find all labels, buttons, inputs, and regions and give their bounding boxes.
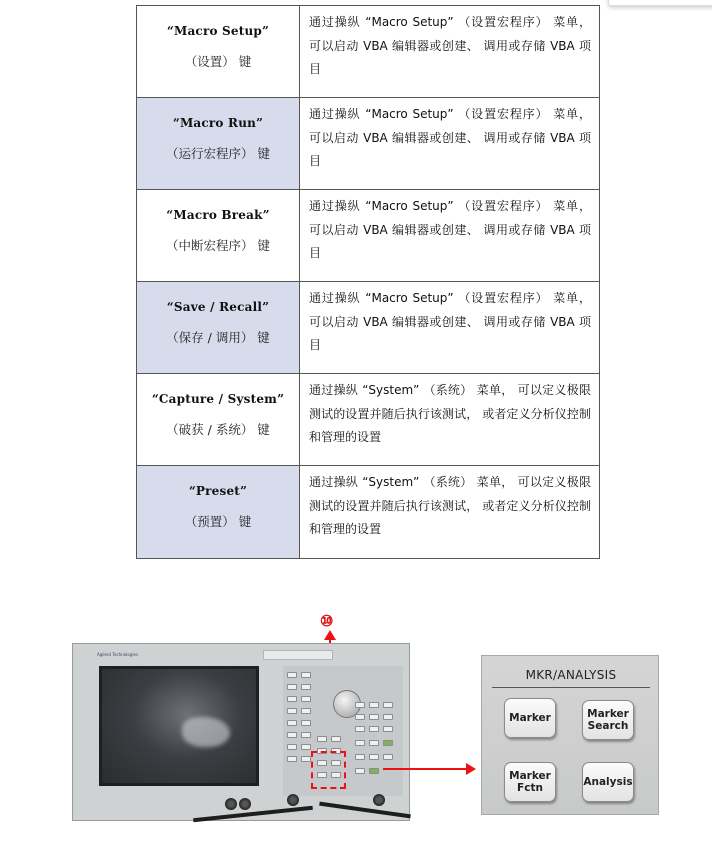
panel-key	[369, 726, 379, 732]
panel-key	[301, 756, 311, 762]
panel-key	[287, 696, 297, 702]
table-row	[137, 282, 600, 374]
key-cell	[137, 6, 300, 98]
panel-key	[287, 708, 297, 714]
panel-key	[369, 768, 379, 774]
panel-key	[355, 754, 365, 760]
table-row	[137, 466, 600, 559]
key-description: 通过操纵 “Macro Setup” （设置宏程序） 菜单， 可以启动 VBA 编辑器或创建、 调用或存储 VBA 项目	[309, 291, 591, 352]
key-name: “Macro Run”	[172, 116, 264, 130]
description-cell	[300, 98, 600, 190]
key-description: 通过操纵 “Macro Setup” （设置宏程序） 菜单， 可以启动 VBA 编辑器或创建、 调用或存储 VBA 项目	[309, 199, 591, 260]
panel-key	[287, 744, 297, 750]
description-cell	[300, 6, 600, 98]
description-cell	[300, 466, 600, 559]
panel-key	[369, 740, 379, 746]
panel-key	[383, 740, 393, 746]
key-cell	[137, 466, 300, 559]
popup-edge	[608, 0, 712, 6]
key-name: “Macro Break”	[166, 208, 270, 222]
table-row	[137, 374, 600, 466]
key-cell	[137, 282, 300, 374]
panel-key	[355, 726, 365, 732]
marker-key: Marker	[504, 698, 556, 738]
key-description: 通过操纵 “Macro Setup” （设置宏程序） 菜单， 可以启动 VBA 编辑器或创建、 调用或存储 VBA 项目	[309, 15, 591, 76]
connector-port-icon	[239, 798, 251, 810]
callout-number: ⑩	[320, 612, 334, 630]
screen-reflection	[182, 717, 230, 747]
panel-key	[331, 736, 341, 742]
panel-key	[287, 684, 297, 690]
key-description: 通过操纵 “Macro Setup” （设置宏程序） 菜单， 可以启动 VBA 编辑器或创建、 调用或存储 VBA 项目	[309, 107, 591, 168]
panel-key	[355, 714, 365, 720]
key-subtitle: （运行宏程序） 键	[166, 146, 270, 161]
panel-key	[301, 720, 311, 726]
panel-key	[369, 754, 379, 760]
key-cell	[137, 374, 300, 466]
analyzer-photo	[72, 643, 410, 821]
arrow-right-icon	[466, 763, 476, 775]
panel-title: MKR/ANALYSIS	[525, 668, 617, 682]
marker-search-key: Marker Search	[582, 700, 634, 740]
panel-key	[383, 702, 393, 708]
panel-key	[301, 732, 311, 738]
panel-key	[301, 684, 311, 690]
key-subtitle: （预置） 键	[184, 514, 252, 529]
table-row	[137, 98, 600, 190]
connector-port-icon	[373, 794, 385, 806]
panel-key	[355, 702, 365, 708]
panel-key	[383, 714, 393, 720]
panel-key	[317, 736, 327, 742]
key-function-table	[136, 5, 600, 559]
key-cell	[137, 190, 300, 282]
key-subtitle: （中断宏程序） 键	[166, 238, 270, 253]
test-cable	[193, 806, 313, 823]
mkr-analysis-panel-photo	[481, 655, 659, 815]
panel-divider	[492, 687, 650, 688]
panel-key	[369, 714, 379, 720]
analyzer-logo	[263, 650, 333, 660]
panel-key	[287, 756, 297, 762]
panel-key	[355, 740, 365, 746]
key-name: “Macro Setup”	[166, 24, 270, 38]
highlight-box	[311, 751, 346, 789]
analyzer-brand: Agilent Technologies	[97, 652, 139, 657]
description-cell	[300, 190, 600, 282]
table-row	[137, 190, 600, 282]
panel-key	[287, 720, 297, 726]
analyzer-screen	[99, 666, 259, 786]
table-row	[137, 6, 600, 98]
panel-key	[383, 726, 393, 732]
arrow-line	[383, 768, 468, 770]
panel-key	[287, 672, 297, 678]
key-subtitle: （保存 / 调用） 键	[166, 330, 270, 345]
panel-key	[301, 744, 311, 750]
key-cell	[137, 98, 300, 190]
panel-key	[383, 754, 393, 760]
connector-port-icon	[287, 794, 299, 806]
key-name: “Preset”	[188, 484, 248, 498]
panel-key	[355, 768, 365, 774]
key-description: 通过操纵 “System” （系统） 菜单， 可以定义极限测试的设置并随后执行该测试， 或者定义分析仪控制和管理的设置	[309, 475, 591, 536]
key-name: “Save / Recall”	[166, 300, 270, 314]
description-cell	[300, 282, 600, 374]
marker-fctn-key: Marker Fctn	[504, 762, 556, 802]
panel-key	[301, 696, 311, 702]
key-description: 通过操纵 “System” （系统） 菜单， 可以定义极限测试的设置并随后执行该测试， 或者定义分析仪控制和管理的设置	[309, 383, 591, 444]
connector-port-icon	[225, 798, 237, 810]
panel-key	[287, 732, 297, 738]
key-subtitle: （设置） 键	[184, 54, 252, 69]
panel-key	[301, 708, 311, 714]
panel-key	[369, 702, 379, 708]
key-name: “Capture / System”	[151, 392, 285, 406]
panel-key	[301, 672, 311, 678]
test-cable	[319, 802, 411, 819]
description-cell	[300, 374, 600, 466]
key-subtitle: （破获 / 系统） 键	[166, 422, 270, 437]
analysis-key: Analysis	[582, 762, 634, 802]
